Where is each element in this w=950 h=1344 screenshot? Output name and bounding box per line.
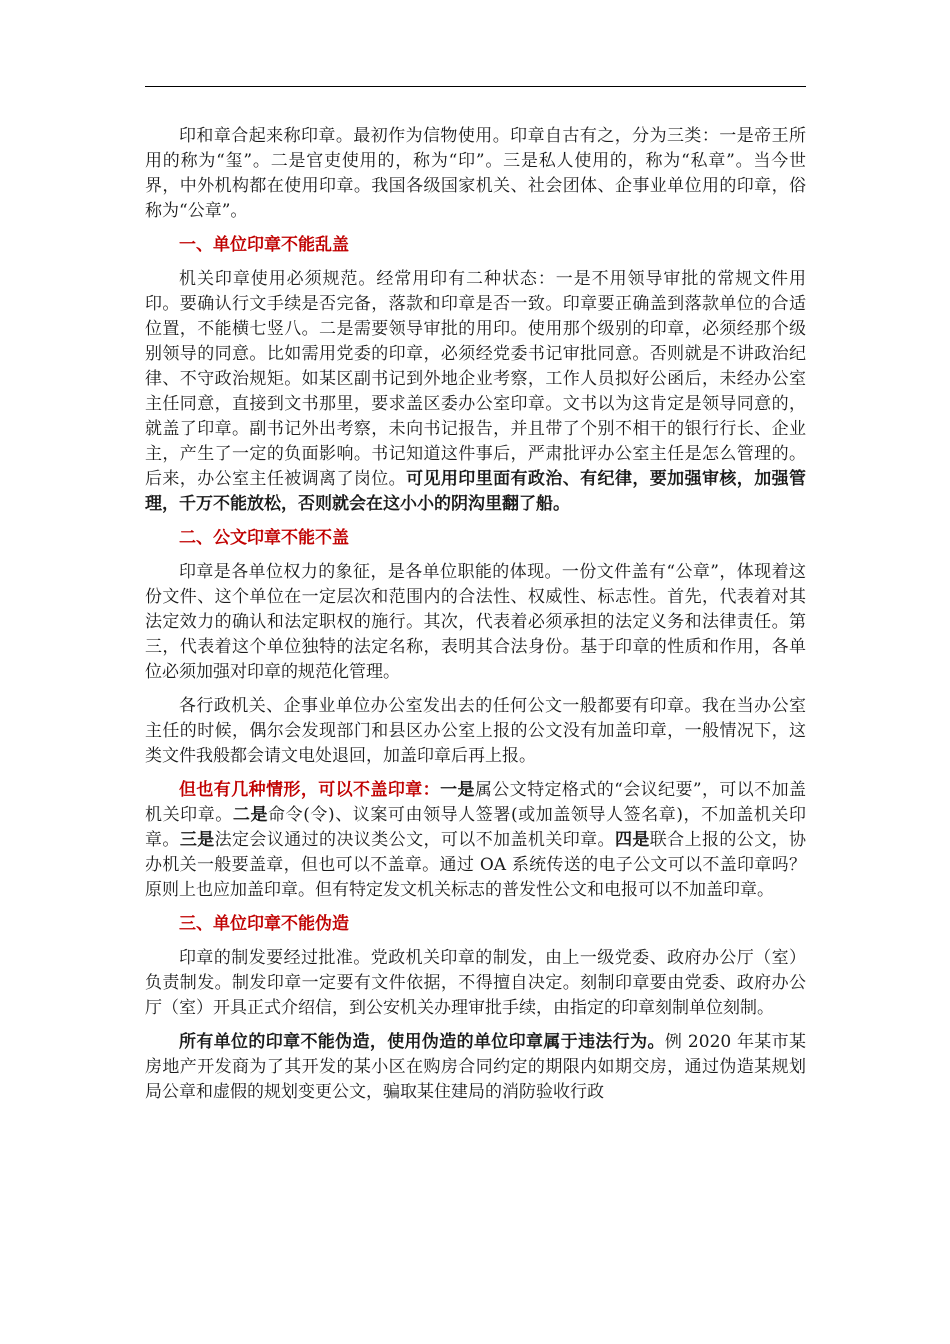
exception-2-text: 命令(令)、议案可由领导人签署(或加盖领导人签名章)，不加盖机关印章。 bbox=[145, 805, 807, 850]
section3-paragraph-1: 印章的制发要经过批准。党政机关印章的制发，由上一级党委、政府办公厅（室）负责制发。制发印章一定要有文件依据，不得擅自决定。刻制印章要由党委、政府办公厅（室）开具正式介绍信，到公安机关办理审批手续，由指定的印章刻制单位刻制。 bbox=[145, 948, 806, 1018]
exception-1-text: 属公文特定格式的“会议纪要”，可以不加盖机关印章。 bbox=[145, 780, 806, 825]
section1-text: 机关印章使用必须规范。经常用印有二种状态：一是不用领导审批的常规文件用印。要确认行文手续是否完备，落款和印章是否一致。印章要正确盖到落款单位的合适位置，不能横七竖八。二是需要领导审批的用印。使用那个级别的印章，必须经那个级别领导的同意。比如需用党委的印章，必须经党委书记审批同意。否则就是不讲政治纪律、不守政治规矩。如某区副书记到外地企业考察，工作人员拟好公函后，未经办公室主任同意，直接到文书那里，要求盖区委办公室印章。文书以为这肯定是领导同意的，就盖了印章。副书记外出考察，未向书记报告，并且带了个别不相干的银行行长、企业主，产生了一定的负面影响。书记知道这件事后，严肃批评办公室主任是怎么管理的。后来，办公室主任被调离了岗位。 bbox=[145, 269, 806, 489]
section3-paragraph-2 bbox=[145, 1030, 806, 1105]
section1-paragraph bbox=[145, 267, 806, 517]
exception-3-label: 三是 bbox=[179, 830, 215, 850]
section1-bold-conclusion: 可见用印里面有政治、有纪律，要加强审核，加强管理，千万不能放松，否则就会在这小小的阴沟里翻了船。 bbox=[145, 469, 807, 514]
section-heading-1: 一、单位印章不能乱盖 bbox=[179, 235, 349, 255]
exception-2-label: 二是 bbox=[232, 805, 269, 825]
section3-text: 例 2020 年某市某房地产开发商为了其开发的某小区在购房合同约定的期限内如期交房，通过伪造某规划局公章和虚假的规划变更公文，骗取某住建局的消防验收行政 bbox=[145, 1032, 807, 1102]
exception-1-label: 一是 bbox=[440, 780, 475, 800]
intro-paragraph: 印和章合起来称印章。最初作为信物使用。印章自古有之，分为三类：一是帝王所用的称为“玺”。二是官吏使用的，称为“印”。三是私人使用的，称为“私章”。当今世界，中外机构都在使用印章。我国各级国家机关、社会团体、企事业单位用的印章，俗称为“公章”。 bbox=[145, 126, 806, 221]
section2-paragraph-2: 各行政机关、企事业单位办公室发出去的任何公文一般都要有印章。我在当办公室主任的时候，偶尔会发现部门和县区办公室上报的公文没有加盖印章，一般情况下，这类文件我般都会请文电处退回，加盖印章后再上报。 bbox=[145, 696, 806, 766]
exception-4-label: 四是 bbox=[614, 830, 650, 850]
header-rule bbox=[145, 86, 806, 87]
section3-bold-lead: 所有单位的印章不能伪造，使用伪造的单位印章属于违法行为。 bbox=[179, 1032, 665, 1052]
exceptions-lead: 但也有几种情形，可以不盖印章： bbox=[179, 780, 441, 800]
section2-paragraph-1: 印章是各单位权力的象征，是各单位职能的体现。一份文件盖有“公章”，体现着这份文件、这个单位在一定层次和范围内的合法性、权威性、标志性。首先，代表着对其法定效力的确认和法定职权的施行。其次，代表着必须承担的法定义务和法律责任。第三，代表着这个单位独特的法定名称，表明其合法身份。基于印章的性质和作用，各单位必须加强对印章的规范化管理。 bbox=[145, 562, 806, 682]
section-heading-2: 二、公文印章不能不盖 bbox=[179, 528, 349, 548]
exception-3-text: 法定会议通过的决议类公文，可以不加盖机关印章。 bbox=[214, 830, 615, 850]
section2-paragraph-3 bbox=[145, 778, 806, 903]
exception-4-text: 联合上报的公文，协办机关一般要盖章，但也可以不盖章。通过 OA 系统传送的电子公文可以不盖印章吗？原则上也应加盖印章。但有特定发文机关标志的普发性公文和电报可以不加盖印章。 bbox=[145, 830, 807, 900]
document-body bbox=[145, 124, 806, 1105]
section-heading-3: 三、单位印章不能伪造 bbox=[179, 914, 349, 934]
